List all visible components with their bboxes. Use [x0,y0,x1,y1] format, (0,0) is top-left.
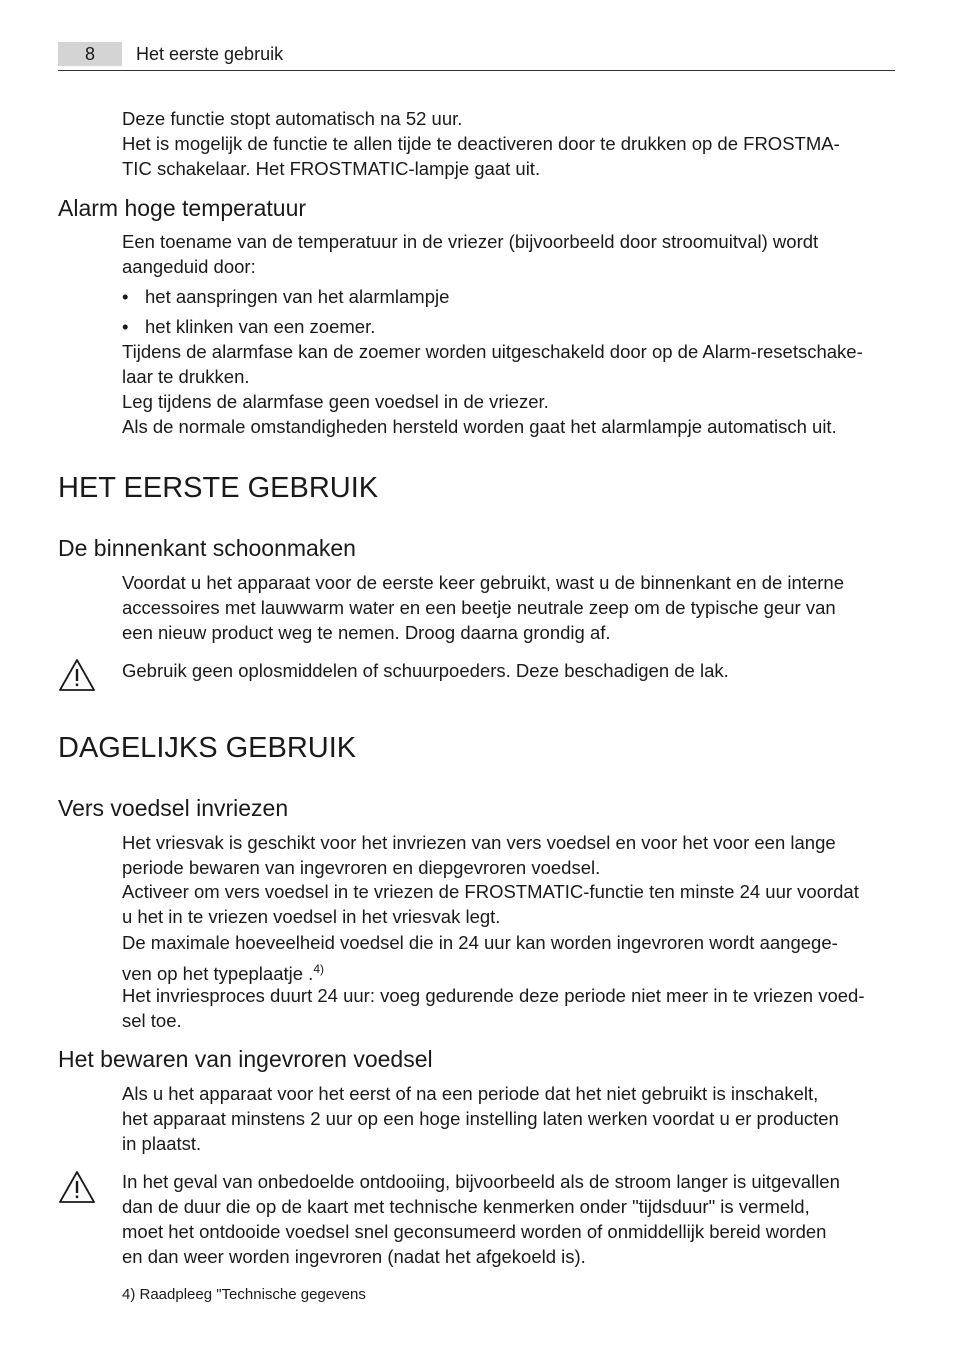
page-header [58,40,895,71]
bullet-text: het klinken van een zoemer. [145,316,376,337]
store-warning-line-3: moet het ontdooide voedsel snel geconsumeerd worden of onmiddellijk bereid worden [122,1221,827,1242]
freeze-line-6-post: . [303,963,314,984]
cleaning-line-2: accessoires met lauwwarm water en een beetje neutrale zeep om de typische geur van [122,597,836,618]
footnote: 4) Raadpleeg "Technische gegevens [122,1286,366,1303]
store-warning-line-4: en dan weer worden ingevroren (nadat het afgekoeld is). [122,1246,586,1267]
freeze-line-6-pre: ven op het [122,963,214,984]
alarm-para1-line1: Een toename van de temperatuur in de vriezer (bijvoorbeeld door stroomuitval) wordt [122,231,819,252]
freeze-line-6 [122,957,895,986]
freeze-line-8: sel toe. [122,1010,182,1031]
alarm-para1-line2: aangeduid door: [122,256,256,277]
cleaning-heading: De binnenkant schoonmaken [58,535,356,561]
alarm-bullet-2 [122,314,375,339]
typeplaatje-reference: typeplaatje [213,963,304,984]
alarm-para4: Als de normale omstandigheden hersteld worden gaat het alarmlampje automatisch uit. [122,416,837,437]
daily-use-title: DAGELIJKS GEBRUIK [58,732,357,764]
footnote-marker: 4) [313,962,324,976]
alarm-heading: Alarm hoge temperatuur [58,195,307,221]
store-line-3: in plaatst. [122,1133,202,1154]
store-line-2: het apparaat minstens 2 uur op een hoge instelling laten werken voordat u er producten [122,1108,839,1129]
store-warning-line-2: dan de duur die op de kaart met technische kenmerken onder "tijdsduur" is vermeld, [122,1196,810,1217]
alarm-para3: Leg tijdens de alarmfase geen voedsel in de vriezer. [122,391,549,412]
cleaning-line-1: Voordat u het apparaat voor de eerste keer gebruikt, wast u de binnenkant en de interne [122,572,844,593]
warning-icon [58,658,96,692]
alarm-para2-line1: Tijdens de alarmfase kan de zoemer worden uitgeschakeld door op de Alarm-resetschake- [122,341,863,362]
intro-line-1: Deze functie stopt automatisch na 52 uur. [122,108,463,129]
warning-icon [58,1170,96,1204]
store-heading: Het bewaren van ingevroren voedsel [58,1046,433,1072]
freeze-line-4: u het in te vriezen voedsel in het vriesvak legt. [122,906,501,927]
bullet-text: het aanspringen van het alarmlampje [145,286,450,307]
cleaning-line-3: een nieuw product weg te nemen. Droog daarna grondig af. [122,622,611,643]
alarm-bullet-1 [122,284,449,309]
freeze-line-2: periode bewaren van ingevroren en diepgevroren voedsel. [122,857,601,878]
store-line-1: Als u het apparaat voor het eerst of na een periode dat het niet gebruikt is inschakelt, [122,1083,819,1104]
cleaning-warning: Gebruik geen oplosmiddelen of schuurpoeders. Deze beschadigen de lak. [122,660,729,681]
freeze-heading: Vers voedsel invriezen [58,795,289,821]
intro-line-3: TIC schakelaar. Het FROSTMATIC-lampje gaat uit. [122,158,541,179]
first-use-title: HET EERSTE GEBRUIK [58,472,379,504]
bullet-dot: • [122,286,129,307]
store-warning-line-1: In het geval van onbedoelde ontdooiing, bijvoorbeeld als de stroom langer is uitgevallen [122,1171,840,1192]
bullet-dot: • [122,316,129,337]
freeze-line-3: Activeer om vers voedsel in te vriezen de FROSTMATIC-functie ten minste 24 uur voordat [122,881,859,902]
alarm-para2-line2: laar te drukken. [122,366,250,387]
freeze-line-1: Het vriesvak is geschikt voor het invriezen van vers voedsel en voor het voor een lange [122,832,836,853]
freeze-line-7: Het invriesproces duurt 24 uur: voeg gedurende deze periode niet meer in te vriezen voed- [122,985,865,1006]
freeze-line-5: De maximale hoeveelheid voedsel die in 24 uur kan worden ingevroren wordt aangege- [122,932,838,953]
intro-line-2: Het is mogelijk de functie te allen tijde te deactiveren door te drukken op de FROSTMA- [122,133,840,154]
header-title: Het eerste gebruik [136,44,284,64]
page-number: 8 [58,42,122,66]
